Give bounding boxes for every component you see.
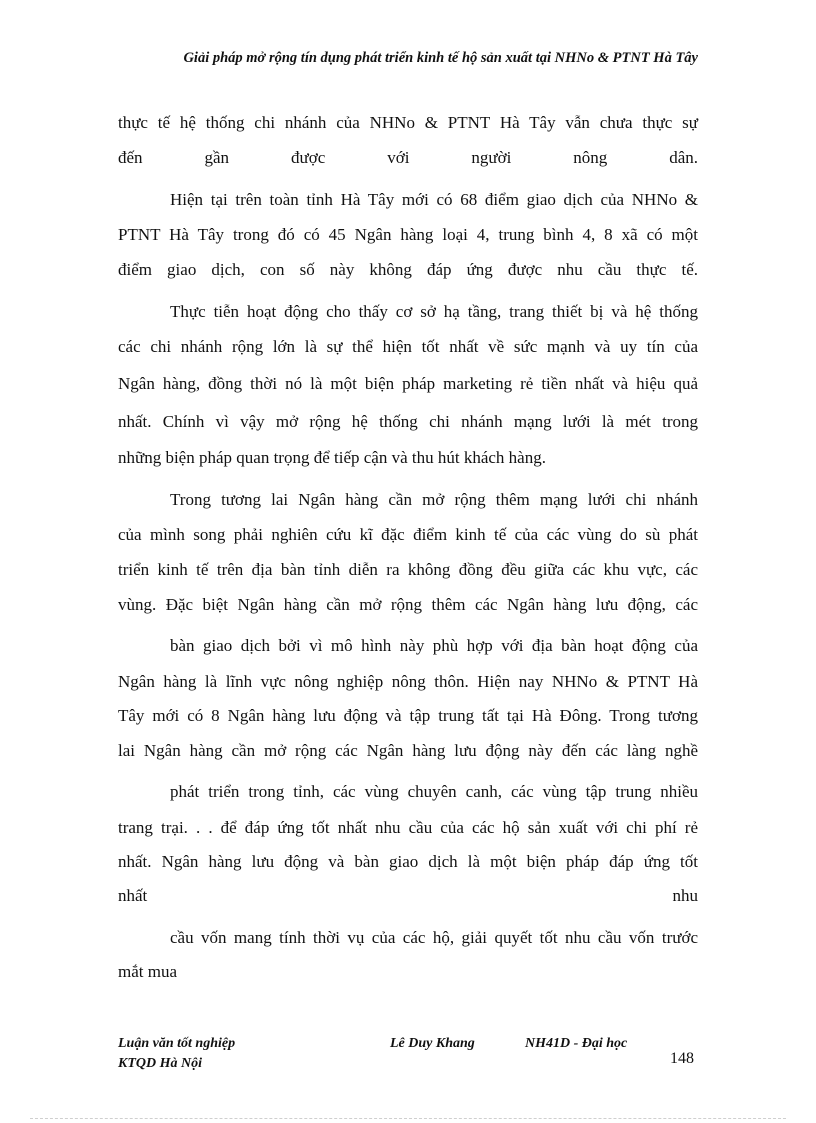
body-line: Hiện tại trên toàn tỉnh Hà Tây mới có 68 điểm giao dịch của NHNo & — [170, 190, 698, 209]
footer-class: NH41D - Đại học — [525, 1036, 628, 1051]
body-line: Ngân hàng là lĩnh vực nông nghiệp nông thôn. Hiện nay NHNo & PTNT Hà — [118, 672, 698, 691]
running-header: Giải pháp mở rộng tín dụng phát triển kinh tế hộ sản xuất tại NHNo & PTNT Hà Tây — [183, 50, 698, 66]
page-bottom-rule — [30, 1118, 786, 1119]
body-line: thực tế hệ thống chi nhánh của NHNo & PTNT Hà Tây vẫn chưa thực sự — [118, 113, 698, 132]
body-line: phát triển trong tỉnh, các vùng chuyên canh, các vùng tập trung nhiều — [170, 782, 698, 801]
body-line: Tây mới có 8 Ngân hàng lưu động và tập trung tất tại Hà Đông. Trong tương — [118, 706, 698, 725]
body-line: mắt mua — [118, 962, 178, 981]
body-line: điểm giao dịch, con số này không đáp ứng được nhu cầu thực tế. — [118, 260, 698, 279]
body-line: của mình song phải nghiên cứu kĩ đặc điểm kinh tế của các vùng do sù phát — [118, 525, 698, 544]
body-line: bàn giao dịch bởi vì mô hình này phù hợp với địa bàn hoạt động của — [170, 636, 698, 655]
header-rule — [118, 78, 698, 79]
footer-thesis-label: Luận văn tốt nghiệp — [118, 1036, 236, 1051]
body-line: những biện pháp quan trọng để tiếp cận và thu hút khách hàng. — [118, 448, 546, 467]
body-line: nhất. Ngân hàng lưu động và bàn giao dịch là một biện pháp đáp ứng tốt — [118, 852, 698, 871]
page-number: 148 — [670, 1050, 694, 1067]
body-line: vùng. Đặc biệt Ngân hàng cần mở rộng thêm các Ngân hàng lưu động, các — [118, 595, 698, 614]
body-line: cầu vốn mang tính thời vụ của các hộ, giải quyết tốt nhu cầu vốn trước — [170, 928, 698, 947]
footer-author: Lê Duy Khang — [390, 1036, 475, 1051]
body-line: nhất. Chính vì vậy mở rộng hệ thống chi nhánh mạng lưới là mét trong — [118, 412, 698, 431]
body-line: Thực tiễn hoạt động cho thấy cơ sở hạ tầng, trang thiết bị và hệ thống — [170, 302, 698, 321]
body-line: Trong tương lai Ngân hàng cần mở rộng thêm mạng lưới chi nhánh — [170, 490, 698, 509]
body-line: triển kinh tế trên địa bàn tỉnh diễn ra không đồng đều giữa các khu vực, các — [118, 560, 698, 579]
body-line: PTNT Hà Tây trong đó có 45 Ngân hàng loại 4, trung bình 4, 8 xã có một — [118, 225, 698, 244]
body-line: Ngân hàng, đồng thời nó là một biện pháp marketing rẻ tiền nhất và hiệu quả — [118, 374, 698, 393]
body-line: lai Ngân hàng cần mở rộng các Ngân hàng lưu động này đến các làng nghề — [118, 741, 698, 760]
footer-university-label: KTQD Hà Nội — [118, 1056, 202, 1071]
body-line: đến gần được với người nông dân. — [118, 148, 698, 167]
body-line: trang trại. . . để đáp ứng tốt nhất nhu cầu của các hộ sản xuất với chi phí rẻ — [118, 818, 698, 837]
body-line: các chi nhánh rộng lớn là sự thể hiện tốt nhất về sức mạnh và uy tín của — [118, 337, 698, 356]
body-line: nhất nhu — [118, 886, 698, 905]
